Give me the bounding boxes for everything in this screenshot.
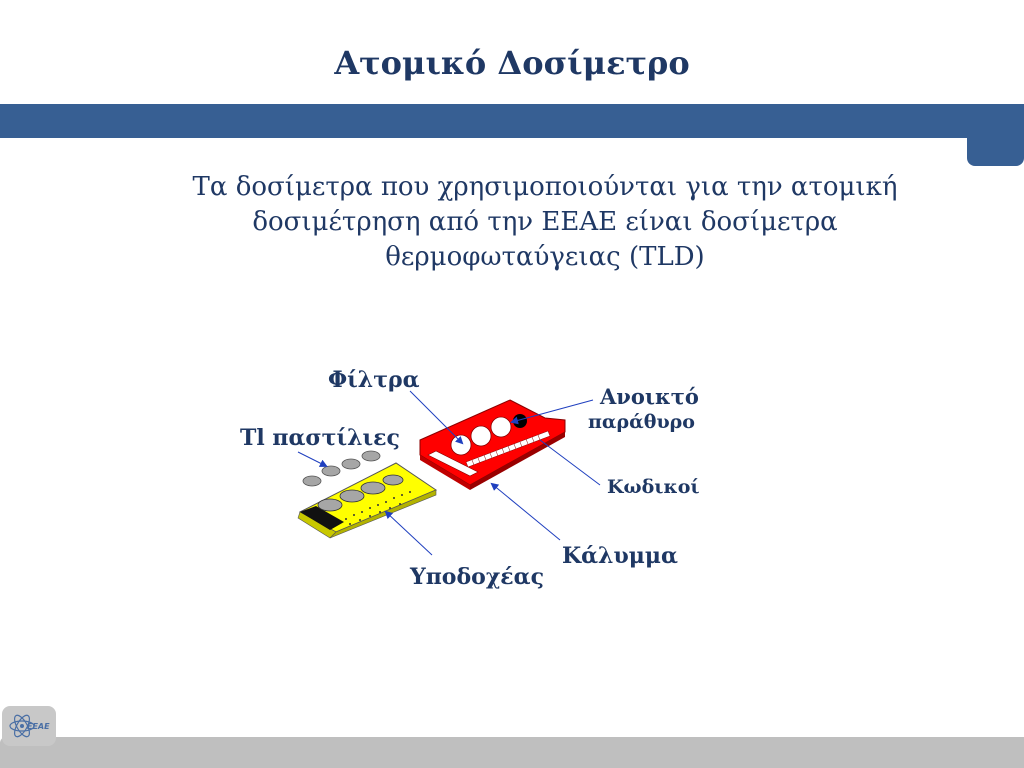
slide-title: Ατομικό Δοσίμετρο [334, 44, 690, 82]
body-line-3: θερμοφωταύγειας (TLD) [385, 242, 705, 272]
body-line-2: δοσιμέτρηση από την ΕΕΑΕ είναι δοσίμετρα [252, 207, 838, 237]
holder-card [298, 463, 436, 538]
pointer-cover [492, 484, 560, 540]
pointer-codes [540, 440, 600, 485]
pointer-tl-pellets [298, 452, 326, 466]
label-tl-pellets: Tl παστίλιες [240, 425, 400, 451]
label-holder: Υποδοχέας [410, 564, 544, 590]
logo-text: ΕΕΑΕ [27, 722, 50, 731]
footer-bar [0, 737, 1024, 768]
label-open-window-line2: παράθυρο [588, 411, 695, 433]
label-codes: Κωδικοί [607, 476, 700, 498]
pointer-holder [386, 512, 432, 555]
body-line-1: Τα δοσίμετρα που χρησιμοποιούνται για την ατομική [192, 172, 898, 202]
label-open-window-line1: Ανοικτό [600, 384, 699, 409]
label-filters: Φίλτρα [328, 367, 420, 393]
label-cover: Κάλυμμα [562, 543, 678, 569]
